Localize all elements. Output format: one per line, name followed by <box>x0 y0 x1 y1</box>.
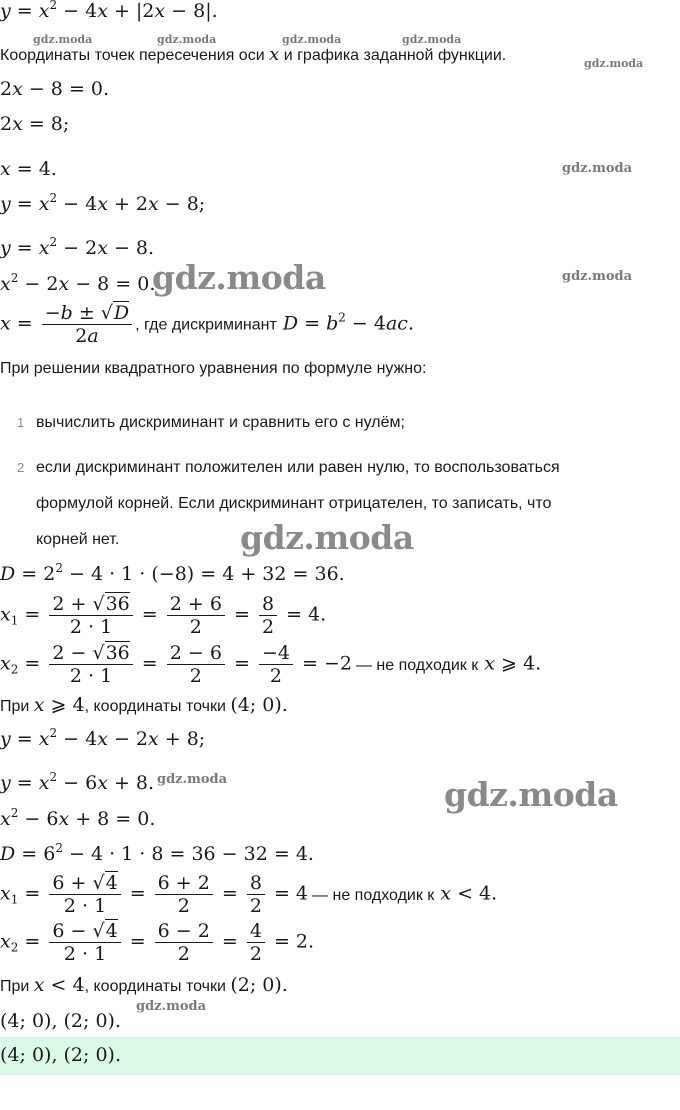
equation-line: $y = x^2 - 4x + 2x - 8$; <box>0 191 206 215</box>
root-x2-calc: $x_2$ = $\frac{2 - √36}{2 \cdot 1}$ = $\frac{2 - 6}{2}$ = $\frac{-4}{2}$ = −2 — не подходик к x ⩾ 4. <box>0 642 542 687</box>
list-item-2-line3: корней нет. <box>36 531 120 548</box>
intersection-text <box>0 44 506 65</box>
function-equation: $y = x^2 - 4x + |2x - 8|$. <box>0 0 218 22</box>
watermark-small: gdz.moda <box>402 33 462 46</box>
ge-condition: x ⩾ 4 <box>33 694 85 716</box>
intersection-text-part1: Координаты точек пересечения оси <box>0 47 265 64</box>
equation-line: 2x − 8 = 0. <box>0 78 110 100</box>
watermark-small: gdz.moda <box>584 57 644 70</box>
quadratic-formula-clip <box>0 298 680 352</box>
lt-points-label: , координаты точки <box>84 978 226 995</box>
not-fit-text <box>312 887 434 904</box>
watermark-small: gdz.moda <box>157 33 217 46</box>
lt-prefix: При <box>0 978 30 995</box>
equation-line: $x^2 - 6x + 8 = 0$. <box>0 806 156 830</box>
ge-prefix: При <box>0 698 30 715</box>
x-variable: x <box>269 44 280 65</box>
answer-text: (4; 0), (2; 0). <box>0 1044 122 1066</box>
discriminant-where: , где дискриминант <box>135 316 277 334</box>
equation-line: $y = x^2 - 6x + 8$. <box>0 770 155 794</box>
list-item-1: вычислить дискриминант и сравнить его с нулём; <box>36 414 405 431</box>
quadratic-formula: x = $\frac{-b \pm √D}{2a}$ , где дискриминант $D = b^2 - 4ac$. <box>0 302 414 347</box>
list-item-2-line1: если дискриминант положителен или равен нулю, то воспользоваться <box>36 459 560 476</box>
list-number: 2 <box>17 460 25 475</box>
intersection-text-part2: и графика заданной функции. <box>283 47 507 64</box>
watermark-large: gdz.moda <box>240 518 414 557</box>
discriminant-calc: $D = 6^2 - 4 \cdot 1 \cdot 8 = 36 - 32 = 4$. <box>0 841 314 865</box>
watermark-large: gdz.moda <box>444 775 618 814</box>
lt-point: (2; 0). <box>230 974 288 996</box>
watermark-small: gdz.moda <box>136 999 207 1014</box>
rule-intro: При решении квадратного уравнения по формуле нужно: <box>0 360 427 377</box>
not-fit-text <box>356 657 478 674</box>
watermark-small: gdz.moda <box>562 161 633 176</box>
equation-line: x = 4. <box>0 158 57 180</box>
watermark-large: gdz.moda <box>152 258 326 297</box>
watermark-small: gdz.moda <box>157 772 228 787</box>
ge-points-label: , координаты точки <box>84 698 226 715</box>
watermark-small: gdz.moda <box>562 269 633 284</box>
watermark-small: gdz.moda <box>33 33 93 46</box>
equation-line: 2x = 8; <box>0 113 70 135</box>
answer-box <box>0 1037 680 1075</box>
lt-condition: x < 4 <box>33 974 85 996</box>
points-result: (4; 0), (2; 0). <box>0 1010 122 1032</box>
ge-conclusion <box>0 694 288 716</box>
root-x2-clip <box>0 640 680 692</box>
lt-conclusion <box>0 974 288 996</box>
root-x2-calc: $x_2$ = $\frac{6 - √4}{2 \cdot 1}$ = $\frac{6 - 2}{2}$ = $\frac{4}{2}$ = 2. <box>0 920 315 965</box>
ge-point: (4; 0). <box>230 694 288 716</box>
root-x1-calc: $x_1$ = $\frac{2 + √36}{2 \cdot 1}$ = $\frac{2 + 6}{2}$ = $\frac{8}{2}$ = 4. <box>0 593 327 638</box>
equation-line: $y = x^2 - 4x - 2x + 8$; <box>0 726 206 750</box>
not-fit-label: — не подходик к <box>355 656 479 674</box>
not-fit-label: — не подходик к <box>312 886 435 904</box>
equation-line: $x^2 - 2x - 8 = 0$. <box>0 271 156 295</box>
discriminant-calc: $D = 2^2 - 4 \cdot 1 \cdot (-8) = 4 + 32 = 36$. <box>0 561 345 585</box>
watermark-small: gdz.moda <box>282 33 342 46</box>
list-item-2-line2: формулой корней. Если дискриминант отрицателен, то записать, что <box>36 495 552 512</box>
root-x1-calc: $x_1$ = $\frac{6 + √4}{2 \cdot 1}$ = $\frac{6 + 2}{2}$ = $\frac{8}{2}$ = 4 — не подходик к x < 4. <box>0 872 498 917</box>
list-number: 1 <box>17 415 25 430</box>
equation-line: $y = x^2 - 2x - 8$. <box>0 235 155 259</box>
